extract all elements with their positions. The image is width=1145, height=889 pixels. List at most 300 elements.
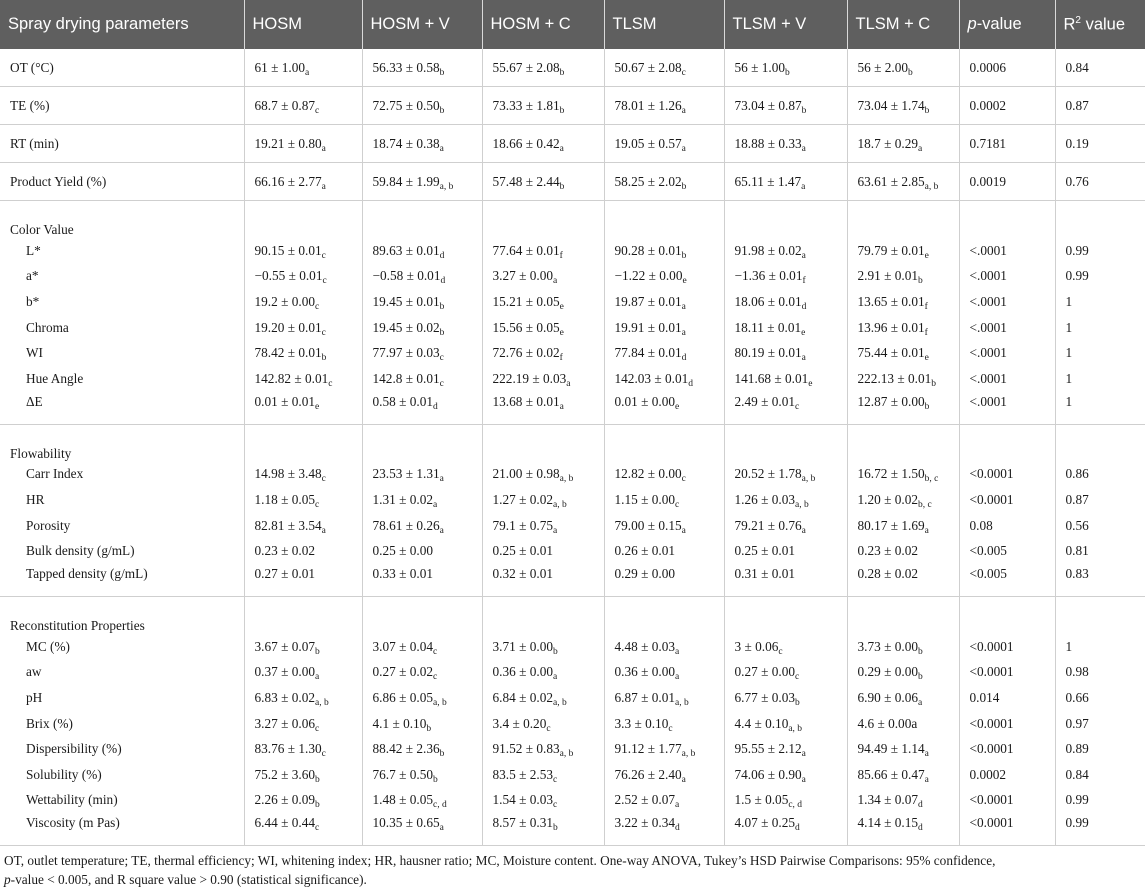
cell-group-letter: d (688, 378, 694, 389)
empty-cell (244, 596, 362, 634)
row-label: aw (0, 660, 244, 686)
cell-value: 3.3 ± 0.10 (614, 715, 669, 731)
table-cell (847, 660, 959, 686)
table-cell (362, 660, 482, 686)
table-cell (1055, 163, 1145, 201)
cell-value: 3.07 ± 0.04 (372, 638, 433, 654)
table-cell (959, 125, 1055, 163)
cell-group-letter: c (315, 301, 320, 312)
cell-value: 142.03 ± 0.01 (614, 370, 689, 386)
empty-cell (724, 201, 847, 239)
cell-value: 3 ± 0.06 (734, 638, 779, 654)
table-cell (1055, 788, 1145, 814)
cell-value: 1.20 ± 0.02 (857, 491, 918, 507)
cell-group-letter: d (439, 250, 445, 261)
cell-value: 95.55 ± 2.12 (734, 741, 802, 757)
cell-value: 1 (1065, 393, 1073, 409)
table-cell (959, 392, 1055, 425)
table-cell (482, 289, 604, 315)
table-cell (604, 538, 724, 564)
cell-value: 2.49 ± 0.01 (734, 393, 795, 409)
cell-group-letter: a (801, 353, 806, 364)
cell-group-letter: a, b (433, 697, 447, 708)
cell-group-letter: c (681, 67, 686, 78)
cell-group-letter: e (808, 378, 813, 389)
table-cell (724, 87, 847, 125)
table-cell (724, 163, 847, 201)
table-cell (1055, 366, 1145, 392)
table-cell (959, 762, 1055, 788)
row-label: WI (0, 340, 244, 366)
cell-group-letter: d (801, 301, 807, 312)
table-cell (959, 711, 1055, 737)
table-row (0, 564, 1145, 597)
cell-value: 13.96 ± 0.01 (857, 319, 925, 335)
table-cell (724, 462, 847, 488)
cell-value: 6.77 ± 0.03 (734, 689, 795, 705)
cell-value: 61 ± 1.00 (254, 59, 306, 75)
table-cell (244, 289, 362, 315)
cell-group-letter: a (801, 250, 806, 261)
table-cell (1055, 340, 1145, 366)
table-cell (244, 513, 362, 539)
row-label: MC (%) (0, 634, 244, 660)
table-cell (724, 711, 847, 737)
cell-value: <0.0001 (969, 466, 1014, 482)
cell-group-letter: d (681, 353, 687, 364)
cell-value: −0.55 ± 0.01 (254, 268, 323, 284)
header-tlsm: TLSM (604, 0, 724, 49)
table-cell (847, 49, 959, 87)
cell-group-letter: a (924, 749, 929, 760)
table-cell (724, 685, 847, 711)
cell-group-letter: a (801, 181, 806, 192)
cell-value: 63.61 ± 2.85 (857, 173, 925, 189)
cell-value: 19.45 ± 0.02 (372, 319, 440, 335)
cell-value: 0.27 ± 0.00 (734, 664, 795, 680)
row-label: Carr Index (0, 462, 244, 488)
table-row (0, 538, 1145, 564)
cell-value: 0.27 ± 0.02 (372, 664, 433, 680)
cell-group-letter: a (801, 143, 806, 154)
cell-value: 141.68 ± 0.01 (734, 370, 809, 386)
cell-value: 12.87 ± 0.00 (857, 393, 925, 409)
cell-value: 88.42 ± 2.36 (372, 741, 440, 757)
footnote-p-italic: p (4, 871, 11, 887)
cell-group-letter: a, b (559, 749, 574, 760)
table-row (0, 513, 1145, 539)
cell-value: 80.17 ± 1.69 (857, 517, 925, 533)
cell-group-letter: b (681, 250, 687, 261)
cell-value: 0.99 (1065, 242, 1089, 258)
cell-group-letter: d (918, 800, 923, 811)
empty-cell (362, 424, 482, 462)
cell-group-letter: c, d (788, 800, 803, 811)
table-cell (482, 315, 604, 341)
table-row (0, 462, 1145, 488)
cell-group-letter: b (559, 67, 565, 78)
empty-cell (1055, 424, 1145, 462)
table-cell (847, 762, 959, 788)
empty-cell (847, 596, 959, 634)
cell-group-letter: d (918, 823, 923, 834)
cell-value: 142.8 ± 0.01 (372, 370, 440, 386)
cell-group-letter: e (801, 327, 806, 338)
table-cell (482, 685, 604, 711)
cell-group-letter: c, d (433, 800, 447, 811)
cell-value: 16.72 ± 1.50 (857, 466, 925, 482)
cell-group-letter: c (546, 723, 551, 734)
header-p-value: p-value (959, 0, 1055, 49)
cell-value: <.0001 (969, 345, 1007, 361)
table-cell (959, 340, 1055, 366)
cell-group-letter: e (682, 276, 687, 287)
table-cell (362, 315, 482, 341)
cell-value: 6.84 ± 0.02 (492, 689, 553, 705)
table-cell (482, 87, 604, 125)
cell-value: 13.68 ± 0.01 (492, 393, 560, 409)
cell-group-letter: c (315, 723, 320, 734)
cell-value: 13.65 ± 0.01 (857, 293, 925, 309)
cell-group-letter: a (801, 749, 806, 760)
table-cell (847, 264, 959, 290)
cell-group-letter: d (675, 823, 680, 834)
cell-value: 91.52 ± 0.83 (492, 741, 560, 757)
cell-value: <0.0001 (969, 715, 1014, 731)
table-cell (724, 634, 847, 660)
table-cell (959, 264, 1055, 290)
cell-value: 18.11 ± 0.01 (734, 319, 802, 335)
empty-cell (959, 424, 1055, 462)
cell-group-letter: f (924, 327, 928, 338)
cell-value: 4.1 ± 0.10 (372, 715, 427, 731)
cell-group-letter: a, b (559, 474, 574, 485)
table-cell (244, 366, 362, 392)
table-cell (244, 813, 362, 846)
cell-value: 55.67 ± 2.08 (492, 59, 560, 75)
table-header-row (0, 0, 1145, 49)
cell-value: 0.36 ± 0.00 (614, 664, 675, 680)
empty-cell (482, 201, 604, 239)
cell-group-letter: c (795, 401, 800, 412)
table-body (0, 49, 1145, 846)
cell-value: 0.08 (969, 517, 993, 533)
cell-value: 15.56 ± 0.05 (492, 319, 560, 335)
table-cell (604, 513, 724, 539)
cell-group-letter: a (439, 474, 444, 485)
cell-group-letter: c (321, 749, 326, 760)
cell-value: −0.58 ± 0.01 (372, 268, 441, 284)
table-cell (847, 487, 959, 513)
cell-group-letter: b (918, 646, 923, 657)
empty-cell (959, 201, 1055, 239)
table-cell (482, 736, 604, 762)
row-label: Brix (%) (0, 711, 244, 737)
table-cell (724, 289, 847, 315)
table-cell (1055, 762, 1145, 788)
cell-value: 56 ± 2.00 (857, 59, 909, 75)
cell-value: 0.0002 (969, 766, 1007, 782)
cell-group-letter: b (321, 353, 327, 364)
row-label: ΔE (0, 392, 244, 425)
table-cell (482, 634, 604, 660)
cell-group-letter: a (315, 672, 320, 683)
cell-value: 56 ± 1.00 (734, 59, 786, 75)
cell-value: <0.005 (969, 565, 1007, 581)
section-title: Flowability (0, 424, 244, 462)
table-cell (244, 238, 362, 264)
table-cell (604, 238, 724, 264)
table-cell (959, 49, 1055, 87)
table-cell (244, 462, 362, 488)
table-cell (959, 238, 1055, 264)
table-cell (482, 392, 604, 425)
cell-group-letter: a (924, 525, 929, 536)
footnote-line-2-rest: -value < 0.005, and R square value > 0.90 (statistical significance). (10, 871, 367, 887)
table-cell (362, 634, 482, 660)
cell-value: 19.2 ± 0.00 (254, 293, 315, 309)
cell-group-letter: c (321, 474, 326, 485)
table-cell (482, 163, 604, 201)
table-row (0, 736, 1145, 762)
cell-value: 6.44 ± 0.44 (254, 815, 315, 831)
table-cell (362, 736, 482, 762)
table-cell (1055, 392, 1145, 425)
cell-group-letter: a (681, 525, 686, 536)
cell-value: 142.82 ± 0.01 (254, 370, 329, 386)
table-cell (847, 788, 959, 814)
cell-value: 0.87 (1065, 491, 1089, 507)
cell-value: 0.31 ± 0.01 (734, 565, 795, 581)
table-cell (362, 538, 482, 564)
table-cell (1055, 315, 1145, 341)
cell-group-letter: d (433, 401, 438, 412)
cell-group-letter: a (918, 143, 923, 154)
table-row (0, 49, 1145, 87)
table-cell (1055, 711, 1145, 737)
empty-cell (724, 424, 847, 462)
table-cell (244, 660, 362, 686)
table-cell (724, 513, 847, 539)
cell-value: 1.18 ± 0.05 (254, 491, 315, 507)
empty-cell (244, 424, 362, 462)
cell-value: 2.52 ± 0.07 (614, 792, 675, 808)
cell-group-letter: b (439, 301, 445, 312)
table-cell (1055, 87, 1145, 125)
cell-value: 4.48 ± 0.03 (614, 638, 675, 654)
row-label: Dispersibility (%) (0, 736, 244, 762)
cell-value: 18.66 ± 0.42 (492, 135, 560, 151)
cell-value: 0.98 (1065, 664, 1089, 680)
cell-group-letter: b (559, 181, 565, 192)
table-cell (847, 87, 959, 125)
empty-cell (604, 201, 724, 239)
header-hosm-v: HOSM + V (362, 0, 482, 49)
cell-value: 0.87 (1065, 97, 1089, 113)
table-cell (362, 392, 482, 425)
cell-value: 3.67 ± 0.07 (254, 638, 315, 654)
table-row (0, 315, 1145, 341)
table-cell (724, 736, 847, 762)
cell-value: 78.61 ± 0.26 (372, 517, 440, 533)
cell-group-letter: d (795, 823, 800, 834)
table-cell (362, 87, 482, 125)
cell-group-letter: b (439, 67, 445, 78)
cell-value: 50.67 ± 2.08 (614, 59, 682, 75)
cell-value: 4.07 ± 0.25 (734, 815, 795, 831)
table-cell (362, 462, 482, 488)
cell-value: 0.26 ± 0.01 (614, 543, 675, 559)
table-cell (362, 49, 482, 87)
table-cell (604, 711, 724, 737)
table-cell (1055, 660, 1145, 686)
cell-group-letter: b (439, 105, 445, 116)
table-cell (244, 711, 362, 737)
cell-group-letter: e (924, 353, 929, 364)
table-cell (724, 340, 847, 366)
cell-group-letter: a (675, 646, 680, 657)
table-cell (244, 762, 362, 788)
cell-value: <.0001 (969, 268, 1007, 284)
header-tlsm-v: TLSM + V (724, 0, 847, 49)
cell-group-letter: a, b (553, 697, 567, 708)
cell-group-letter: b, c (918, 499, 932, 510)
table-cell (604, 392, 724, 425)
header-hosm: HOSM (244, 0, 362, 49)
cell-value: 4.14 ± 0.15 (857, 815, 918, 831)
cell-value: 0.99 (1065, 268, 1089, 284)
cell-value: <.0001 (969, 319, 1007, 335)
cell-value: 94.49 ± 1.14 (857, 741, 925, 757)
cell-value: 78.01 ± 1.26 (614, 97, 682, 113)
table-cell (482, 711, 604, 737)
cell-value: 12.82 ± 0.00 (614, 466, 682, 482)
cell-group-letter: c (668, 723, 673, 734)
table-cell (847, 711, 959, 737)
cell-value: 0.01 ± 0.00 (614, 393, 675, 409)
cell-value: 0.84 (1065, 59, 1089, 75)
cell-value: 1 (1065, 293, 1073, 309)
cell-value: <.0001 (969, 370, 1007, 386)
row-label: Product Yield (%) (0, 163, 244, 201)
table-cell (847, 340, 959, 366)
cell-value: 0.86 (1065, 466, 1089, 482)
cell-value: 1 (1065, 345, 1073, 361)
cell-value: 0.0006 (969, 59, 1007, 75)
table-cell (724, 264, 847, 290)
cell-group-letter: a, b (681, 749, 696, 760)
cell-value: 1.5 ± 0.05 (734, 792, 789, 808)
cell-value: 90.28 ± 0.01 (614, 242, 682, 258)
cell-value: 0.66 (1065, 689, 1089, 705)
table-cell (482, 813, 604, 846)
cell-group-letter: e (559, 301, 564, 312)
table-cell (847, 289, 959, 315)
row-label: b* (0, 289, 244, 315)
empty-cell (724, 596, 847, 634)
cell-value: <.0001 (969, 293, 1007, 309)
table-cell (959, 289, 1055, 315)
cell-value: 66.16 ± 2.77 (254, 173, 322, 189)
empty-cell (604, 424, 724, 462)
cell-value: 18.7 ± 0.29 (857, 135, 918, 151)
table-cell (604, 762, 724, 788)
table-cell (244, 788, 362, 814)
cell-value: 0.58 ± 0.01 (372, 393, 433, 409)
cell-value: 79.1 ± 0.75 (492, 517, 553, 533)
table-cell (847, 564, 959, 597)
table-cell (724, 392, 847, 425)
table-cell (959, 538, 1055, 564)
table-cell (604, 736, 724, 762)
table-cell (482, 366, 604, 392)
cell-value: 90.15 ± 0.01 (254, 242, 322, 258)
table-cell (847, 315, 959, 341)
table-cell (362, 340, 482, 366)
table-cell (604, 315, 724, 341)
cell-value: 0.01 ± 0.01 (254, 393, 315, 409)
table-cell (1055, 49, 1145, 87)
cell-group-letter: b (553, 646, 558, 657)
cell-value: 0.7181 (969, 135, 1007, 151)
cell-group-letter: a, b (439, 181, 454, 192)
cell-value: 6.87 ± 0.01 (614, 689, 675, 705)
cell-value: 0.37 ± 0.00 (254, 664, 315, 680)
table-cell (847, 538, 959, 564)
cell-value: 0.27 ± 0.01 (254, 565, 315, 581)
cell-value: 0.23 ± 0.02 (254, 543, 315, 559)
table-cell (604, 366, 724, 392)
cell-value: 73.04 ± 1.74 (857, 97, 925, 113)
cell-group-letter: f (559, 250, 563, 261)
table-cell (362, 264, 482, 290)
cell-value: 21.00 ± 0.98 (492, 466, 560, 482)
cell-value: 0.36 ± 0.00 (492, 664, 553, 680)
table-cell (362, 366, 482, 392)
cell-value: 77.97 ± 0.03 (372, 345, 440, 361)
cell-value: <.0001 (969, 393, 1007, 409)
table-row (0, 125, 1145, 163)
cell-value: 0.81 (1065, 543, 1089, 559)
table-cell (482, 513, 604, 539)
cell-value: 76.7 ± 0.50 (372, 766, 433, 782)
cell-value: 3.27 ± 0.00 (492, 268, 553, 284)
cell-group-letter: a (801, 525, 806, 536)
table-row (0, 289, 1145, 315)
table-cell (1055, 264, 1145, 290)
table-cell (482, 762, 604, 788)
cell-value: 65.11 ± 1.47 (734, 173, 802, 189)
row-label: RT (min) (0, 125, 244, 163)
table-row (0, 340, 1145, 366)
cell-group-letter: a (553, 672, 558, 683)
table-cell (1055, 513, 1145, 539)
cell-group-letter: c (433, 646, 438, 657)
table-cell (847, 366, 959, 392)
cell-group-letter: b (924, 401, 930, 412)
table-cell (1055, 487, 1145, 513)
table-cell (959, 462, 1055, 488)
cell-value: −1.36 ± 0.01 (734, 268, 803, 284)
cell-value: 0.99 (1065, 792, 1089, 808)
empty-cell (959, 596, 1055, 634)
table-cell (847, 462, 959, 488)
cell-group-letter: c (315, 105, 320, 116)
table-row (0, 87, 1145, 125)
table-cell (604, 813, 724, 846)
cell-value: 58.25 ± 2.02 (614, 173, 682, 189)
cell-group-letter: a, b (675, 697, 689, 708)
